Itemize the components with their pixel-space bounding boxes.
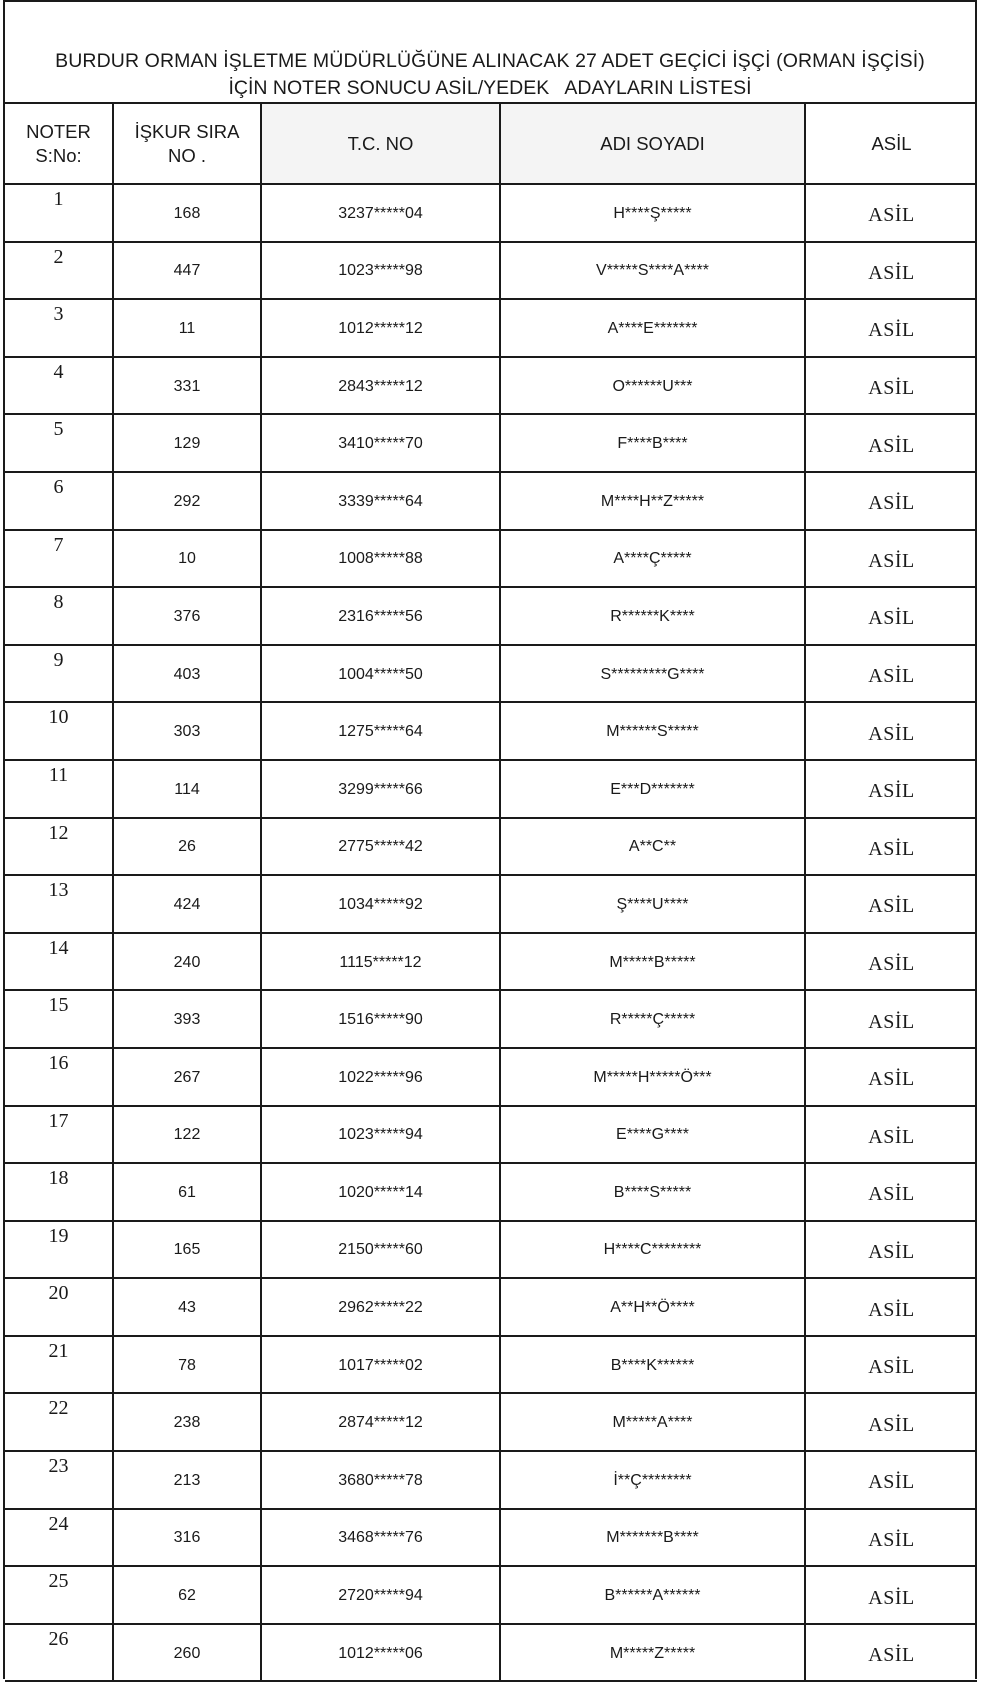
name-cell: M******S*****: [500, 702, 805, 760]
tc-no-cell: 1023*****98: [261, 242, 500, 300]
status-cell: ASİL: [805, 645, 977, 703]
name-cell: M*****B*****: [500, 933, 805, 991]
header-noter-line-2: S:No:: [35, 144, 82, 166]
table-row: [5, 414, 977, 472]
name-cell: H****C********: [500, 1221, 805, 1279]
noter-sno-cell: 1: [5, 184, 113, 242]
name-cell: M****H**Z*****: [500, 472, 805, 530]
tc-no-cell: 3299*****66: [261, 760, 500, 818]
name-cell: İ**Ç********: [500, 1451, 805, 1509]
iskur-no-cell: 424: [113, 875, 261, 933]
noter-sno-cell: 3: [5, 299, 113, 357]
status-cell: ASİL: [805, 1393, 977, 1451]
status-cell: ASİL: [805, 1509, 977, 1567]
name-cell: E****G****: [500, 1106, 805, 1164]
iskur-no-cell: 447: [113, 242, 261, 300]
table-row: [5, 760, 977, 818]
noter-sno-cell: 6: [5, 472, 113, 530]
tc-no-cell: 1012*****12: [261, 299, 500, 357]
header-noter-line-1: NOTER: [26, 120, 91, 142]
status-cell: ASİL: [805, 299, 977, 357]
table-row: [5, 242, 977, 300]
header-noter-sno: [5, 104, 113, 184]
document-title-line-1: BURDUR ORMAN İŞLETME MÜDÜRLÜĞÜNE ALINACAK 27 ADET GEÇİCİ İŞÇİ (ORMAN İŞÇİSİ): [55, 50, 925, 72]
iskur-no-cell: 165: [113, 1221, 261, 1279]
table-row: [5, 357, 977, 415]
table-header-row: [5, 104, 977, 184]
tc-no-cell: 2316*****56: [261, 587, 500, 645]
name-cell: O******U***: [500, 357, 805, 415]
status-cell: ASİL: [805, 818, 977, 876]
name-cell: H****Ş*****: [500, 184, 805, 242]
iskur-no-cell: 331: [113, 357, 261, 415]
table-row: [5, 1106, 977, 1164]
status-cell: ASİL: [805, 1106, 977, 1164]
table-row: [5, 702, 977, 760]
iskur-no-cell: 238: [113, 1393, 261, 1451]
tc-no-cell: 1004*****50: [261, 645, 500, 703]
noter-sno-cell: 5: [5, 414, 113, 472]
iskur-no-cell: 316: [113, 1509, 261, 1567]
candidate-table: [5, 104, 977, 1682]
iskur-no-cell: 260: [113, 1624, 261, 1682]
tc-no-cell: 1034*****92: [261, 875, 500, 933]
status-cell: ASİL: [805, 933, 977, 991]
status-cell: ASİL: [805, 1451, 977, 1509]
status-cell: ASİL: [805, 1336, 977, 1394]
header-iskur-no: [113, 104, 261, 184]
title-block: [5, 2, 975, 104]
tc-no-cell: 1017*****02: [261, 1336, 500, 1394]
table-row: [5, 1336, 977, 1394]
iskur-no-cell: 10: [113, 530, 261, 588]
iskur-no-cell: 168: [113, 184, 261, 242]
status-cell: ASİL: [805, 184, 977, 242]
status-cell: ASİL: [805, 990, 977, 1048]
tc-no-cell: 3410*****70: [261, 414, 500, 472]
noter-sno-cell: 14: [5, 933, 113, 991]
iskur-no-cell: 43: [113, 1278, 261, 1336]
iskur-no-cell: 114: [113, 760, 261, 818]
name-cell: Ş****U****: [500, 875, 805, 933]
noter-sno-cell: 4: [5, 357, 113, 415]
name-cell: M*****H*****Ö***: [500, 1048, 805, 1106]
status-cell: ASİL: [805, 1278, 977, 1336]
table-body: [5, 184, 977, 1681]
table-row: [5, 184, 977, 242]
table-row: [5, 818, 977, 876]
table-row: [5, 1393, 977, 1451]
noter-sno-cell: 11: [5, 760, 113, 818]
noter-sno-cell: 16: [5, 1048, 113, 1106]
iskur-no-cell: 213: [113, 1451, 261, 1509]
tc-no-cell: 2843*****12: [261, 357, 500, 415]
noter-sno-cell: 9: [5, 645, 113, 703]
table-row: [5, 933, 977, 991]
iskur-no-cell: 393: [113, 990, 261, 1048]
header-name: ADI SOYADI: [500, 104, 805, 184]
noter-sno-cell: 21: [5, 1336, 113, 1394]
table-row: [5, 1509, 977, 1567]
table-row: [5, 875, 977, 933]
table-row: [5, 990, 977, 1048]
noter-sno-cell: 22: [5, 1393, 113, 1451]
tc-no-cell: 3680*****78: [261, 1451, 500, 1509]
status-cell: ASİL: [805, 414, 977, 472]
iskur-no-cell: 267: [113, 1048, 261, 1106]
tc-no-cell: 1012*****06: [261, 1624, 500, 1682]
table-row: [5, 645, 977, 703]
tc-no-cell: 2874*****12: [261, 1393, 500, 1451]
name-cell: V*****S****A****: [500, 242, 805, 300]
status-cell: ASİL: [805, 587, 977, 645]
table-row: [5, 1278, 977, 1336]
status-cell: ASİL: [805, 1221, 977, 1279]
iskur-no-cell: 78: [113, 1336, 261, 1394]
iskur-no-cell: 403: [113, 645, 261, 703]
status-cell: ASİL: [805, 875, 977, 933]
tc-no-cell: 2962*****22: [261, 1278, 500, 1336]
document-title-line-2: İÇİN NOTER SONUCU ASİL/YEDEK ADAYLARIN LİSTESİ: [228, 77, 752, 99]
name-cell: E***D*******: [500, 760, 805, 818]
iskur-no-cell: 129: [113, 414, 261, 472]
table-row: [5, 1163, 977, 1221]
document-page: [3, 0, 977, 1679]
iskur-no-cell: 292: [113, 472, 261, 530]
noter-sno-cell: 10: [5, 702, 113, 760]
noter-sno-cell: 2: [5, 242, 113, 300]
iskur-no-cell: 303: [113, 702, 261, 760]
tc-no-cell: 3339*****64: [261, 472, 500, 530]
iskur-no-cell: 240: [113, 933, 261, 991]
name-cell: M*****Z*****: [500, 1624, 805, 1682]
tc-no-cell: 3468*****76: [261, 1509, 500, 1567]
tc-no-cell: 2150*****60: [261, 1221, 500, 1279]
header-iskur-line-2: NO .: [167, 144, 207, 166]
noter-sno-cell: 17: [5, 1106, 113, 1164]
name-cell: R******K****: [500, 587, 805, 645]
noter-sno-cell: 7: [5, 530, 113, 588]
noter-sno-cell: 8: [5, 587, 113, 645]
status-cell: ASİL: [805, 472, 977, 530]
status-cell: ASİL: [805, 242, 977, 300]
tc-no-cell: 1516*****90: [261, 990, 500, 1048]
header-iskur-line-1: İŞKUR SIRA: [134, 120, 240, 142]
table-row: [5, 1221, 977, 1279]
iskur-no-cell: 122: [113, 1106, 261, 1164]
status-cell: ASİL: [805, 1624, 977, 1682]
name-cell: S*********G****: [500, 645, 805, 703]
iskur-no-cell: 61: [113, 1163, 261, 1221]
status-cell: ASİL: [805, 1566, 977, 1624]
tc-no-cell: 1008*****88: [261, 530, 500, 588]
tc-no-cell: 1023*****94: [261, 1106, 500, 1164]
noter-sno-cell: 20: [5, 1278, 113, 1336]
header-status: ASİL: [805, 104, 977, 184]
tc-no-cell: 1020*****14: [261, 1163, 500, 1221]
noter-sno-cell: 26: [5, 1624, 113, 1682]
table-row: [5, 1624, 977, 1682]
noter-sno-cell: 13: [5, 875, 113, 933]
name-cell: A**H**Ö****: [500, 1278, 805, 1336]
name-cell: F****B****: [500, 414, 805, 472]
tc-no-cell: 1115*****12: [261, 933, 500, 991]
status-cell: ASİL: [805, 760, 977, 818]
name-cell: R*****Ç*****: [500, 990, 805, 1048]
name-cell: A****Ç*****: [500, 530, 805, 588]
status-cell: ASİL: [805, 357, 977, 415]
iskur-no-cell: 11: [113, 299, 261, 357]
tc-no-cell: 1022*****96: [261, 1048, 500, 1106]
table-row: [5, 472, 977, 530]
header-tc-no: T.C. NO: [261, 104, 500, 184]
name-cell: B****S*****: [500, 1163, 805, 1221]
status-cell: ASİL: [805, 1048, 977, 1106]
table-row: [5, 1048, 977, 1106]
noter-sno-cell: 15: [5, 990, 113, 1048]
table-row: [5, 530, 977, 588]
noter-sno-cell: 19: [5, 1221, 113, 1279]
table-row: [5, 587, 977, 645]
table-row: [5, 299, 977, 357]
iskur-no-cell: 376: [113, 587, 261, 645]
table-row: [5, 1566, 977, 1624]
table-row: [5, 1451, 977, 1509]
name-cell: B******A******: [500, 1566, 805, 1624]
name-cell: M*****A****: [500, 1393, 805, 1451]
noter-sno-cell: 12: [5, 818, 113, 876]
status-cell: ASİL: [805, 1163, 977, 1221]
status-cell: ASİL: [805, 702, 977, 760]
noter-sno-cell: 25: [5, 1566, 113, 1624]
tc-no-cell: 1275*****64: [261, 702, 500, 760]
status-cell: ASİL: [805, 530, 977, 588]
iskur-no-cell: 26: [113, 818, 261, 876]
noter-sno-cell: 18: [5, 1163, 113, 1221]
name-cell: A**C**: [500, 818, 805, 876]
tc-no-cell: 3237*****04: [261, 184, 500, 242]
tc-no-cell: 2775*****42: [261, 818, 500, 876]
noter-sno-cell: 23: [5, 1451, 113, 1509]
tc-no-cell: 2720*****94: [261, 1566, 500, 1624]
noter-sno-cell: 24: [5, 1509, 113, 1567]
name-cell: A****E*******: [500, 299, 805, 357]
iskur-no-cell: 62: [113, 1566, 261, 1624]
name-cell: B****K******: [500, 1336, 805, 1394]
name-cell: M*******B****: [500, 1509, 805, 1567]
